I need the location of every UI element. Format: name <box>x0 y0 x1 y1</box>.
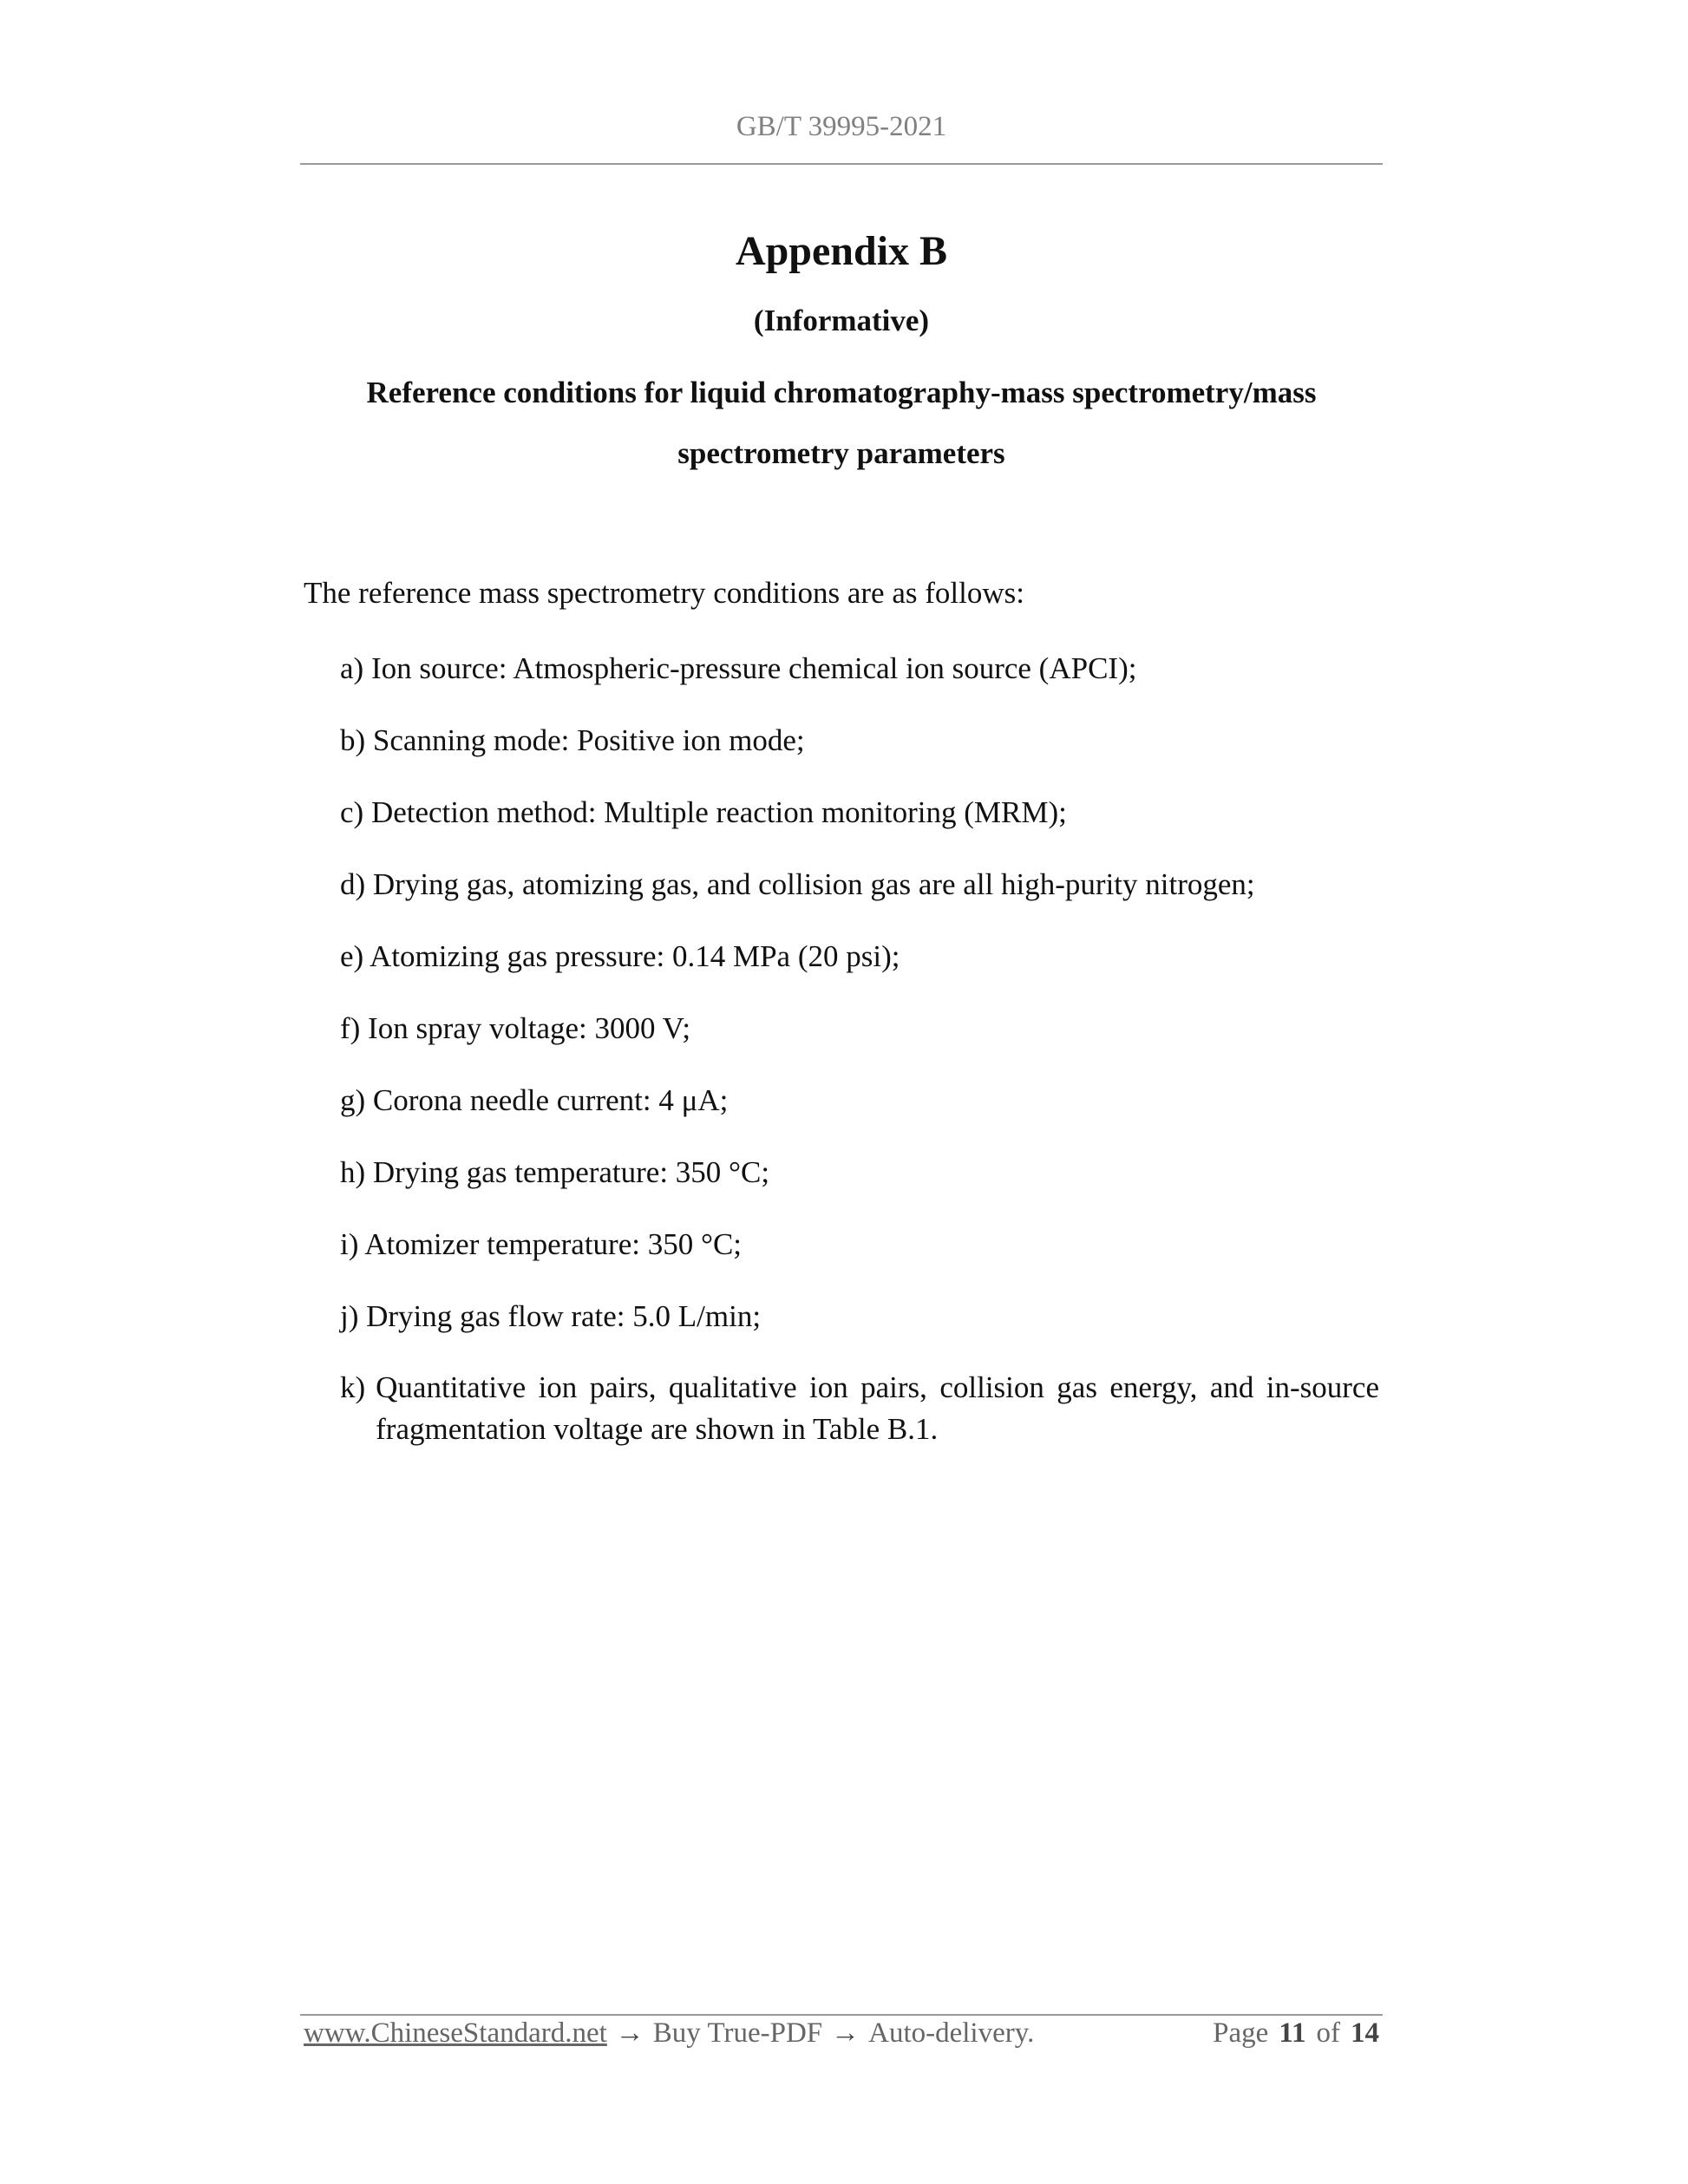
appendix-heading-line1: Reference conditions for liquid chromatography-mass spectrometry/mass <box>366 376 1317 409</box>
footer-divider <box>300 2014 1383 2016</box>
document-header: GB/T 39995-2021 <box>736 111 947 142</box>
list-item: h) Drying gas temperature: 350 °C; <box>340 1155 770 1189</box>
buy-text: Buy True-PDF <box>652 2017 823 2049</box>
list-item: i) Atomizer temperature: 350 °C; <box>340 1227 743 1261</box>
website-link[interactable]: www.ChineseStandard.net <box>304 2017 607 2049</box>
appendix-heading <box>300 363 1383 484</box>
list-item-last <box>340 1367 1379 1450</box>
list-item: g) Corona needle current: 4 μA; <box>340 1083 729 1117</box>
page-label: Page <box>1213 2017 1269 2049</box>
page-current: 11 <box>1279 2017 1306 2049</box>
list-item: c) Detection method: Multiple reaction monitoring (MRM); <box>340 795 1067 829</box>
intro-paragraph: The reference mass spectrometry conditions are as follows: <box>304 576 1024 610</box>
appendix-subtitle: (Informative) <box>753 304 930 337</box>
page-indicator <box>1213 2017 1379 2050</box>
page-of: of <box>1316 2017 1340 2049</box>
arrow-right-icon: → <box>831 2017 860 2049</box>
list-item: j) Drying gas flow rate: 5.0 L/min; <box>340 1299 762 1333</box>
list-item: a) Ion source: Atmospheric-pressure chemical ion source (APCI); <box>340 651 1137 685</box>
list-item-text: Quantitative ion pairs, qualitative ion pairs, collision gas energy, and in-source fragmentation voltage are shown in Table B.1. <box>376 1370 1379 1446</box>
page-footer <box>304 2017 1379 2050</box>
list-item-marker: k) <box>340 1370 366 1404</box>
footer-left <box>304 2017 1034 2050</box>
page-total: 14 <box>1351 2017 1379 2049</box>
list-item: e) Atomizing gas pressure: 0.14 MPa (20 psi); <box>340 939 900 973</box>
appendix-heading-line2: spectrometry parameters <box>677 436 1005 470</box>
conditions-list <box>340 647 1379 1450</box>
header-divider <box>300 163 1383 165</box>
delivery-text: Auto-delivery. <box>868 2017 1035 2049</box>
list-item: d) Drying gas, atomizing gas, and collision gas are all high-purity nitrogen; <box>340 867 1255 901</box>
list-item: f) Ion spray voltage: 3000 V; <box>340 1011 691 1045</box>
arrow-right-icon: → <box>615 2017 644 2049</box>
appendix-title: Appendix B <box>735 228 948 274</box>
list-item: b) Scanning mode: Positive ion mode; <box>340 723 805 757</box>
